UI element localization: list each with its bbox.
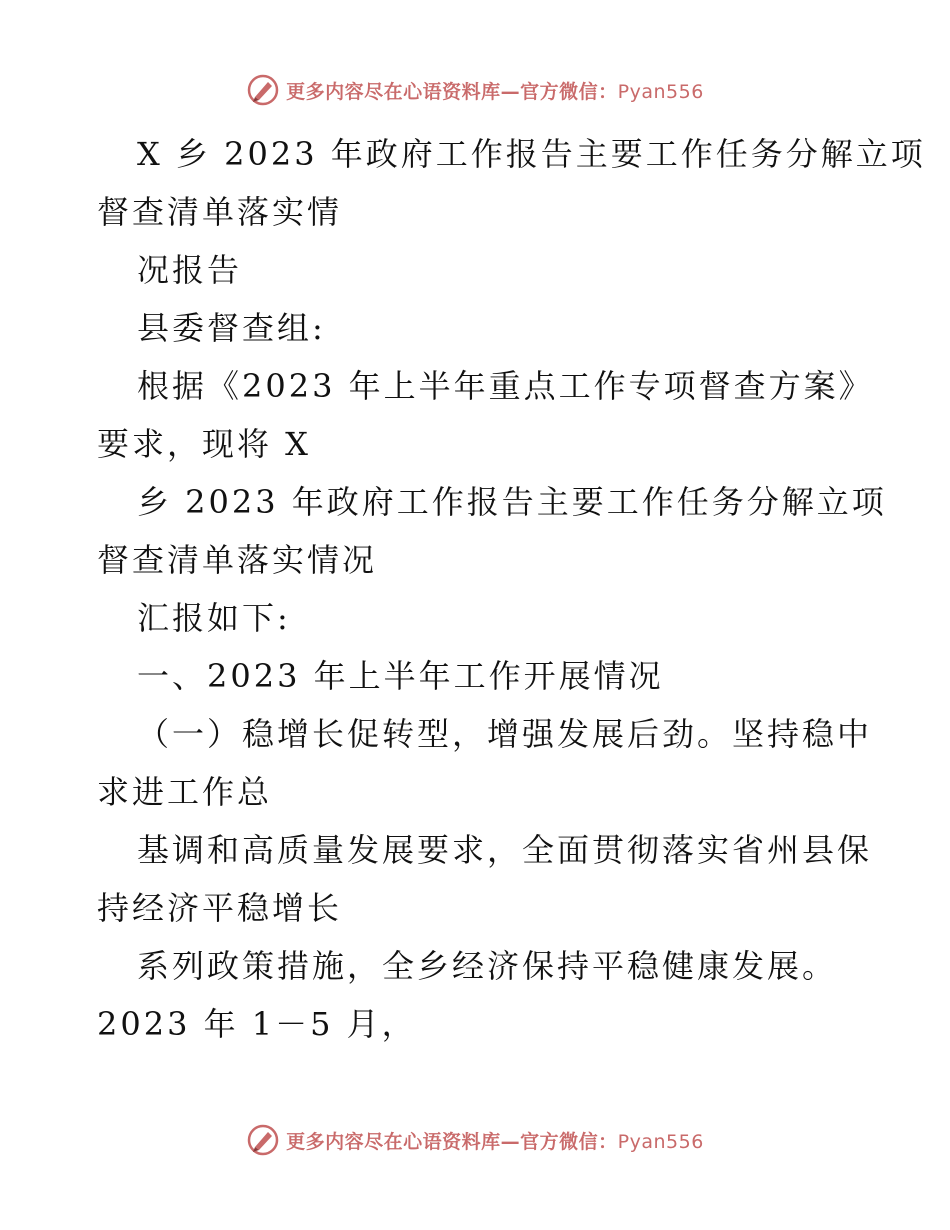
- watermark-wechat-id: Pyan556: [617, 1130, 704, 1153]
- document-line: 要求，现将 X: [97, 425, 311, 463]
- document-line: 持经济平稳增长: [97, 889, 343, 927]
- document-line: 系列政策措施，全乡经济保持平稳健康发展。: [137, 947, 838, 985]
- watermark-label: 更多内容尽在心语资料库—官方微信：: [286, 1130, 618, 1153]
- watermark-text: [286, 1127, 704, 1154]
- watermark-label: 更多内容尽在心语资料库—官方微信：: [286, 80, 618, 103]
- document-line: 督查清单落实情况: [97, 541, 378, 579]
- watermark-wechat-id: Pyan556: [617, 80, 704, 103]
- document-line: 求进工作总: [97, 773, 273, 811]
- document-line: 督查清单落实情: [97, 193, 343, 231]
- document-line: 根据《2023 年上半年重点工作专项督查方案》: [137, 367, 874, 405]
- document-line: 汇报如下:: [137, 599, 291, 637]
- document-line: （一）稳增长促转型，增强发展后劲。坚持稳中: [137, 715, 873, 753]
- document-line: 一、2023 年上半年工作开展情况: [137, 657, 664, 695]
- document-line: 县委督查组:: [137, 309, 326, 347]
- document-line: 2023 年 1－5 月，: [97, 1005, 417, 1043]
- pen-logo-icon: [246, 1123, 280, 1157]
- document-line: X 乡 2023 年政府工作报告主要工作任务分解立项: [137, 135, 926, 173]
- watermark-text: [286, 77, 704, 104]
- document-line: 基调和高质量发展要求，全面贯彻落实省州县保: [137, 831, 873, 869]
- document-body: [97, 125, 926, 1053]
- document-line: 况报告: [137, 251, 243, 289]
- document-line: 乡 2023 年政府工作报告主要工作任务分解立项: [137, 483, 887, 521]
- footer-watermark: [0, 1120, 950, 1160]
- pen-logo-icon: [246, 73, 280, 107]
- header-watermark: [0, 70, 950, 110]
